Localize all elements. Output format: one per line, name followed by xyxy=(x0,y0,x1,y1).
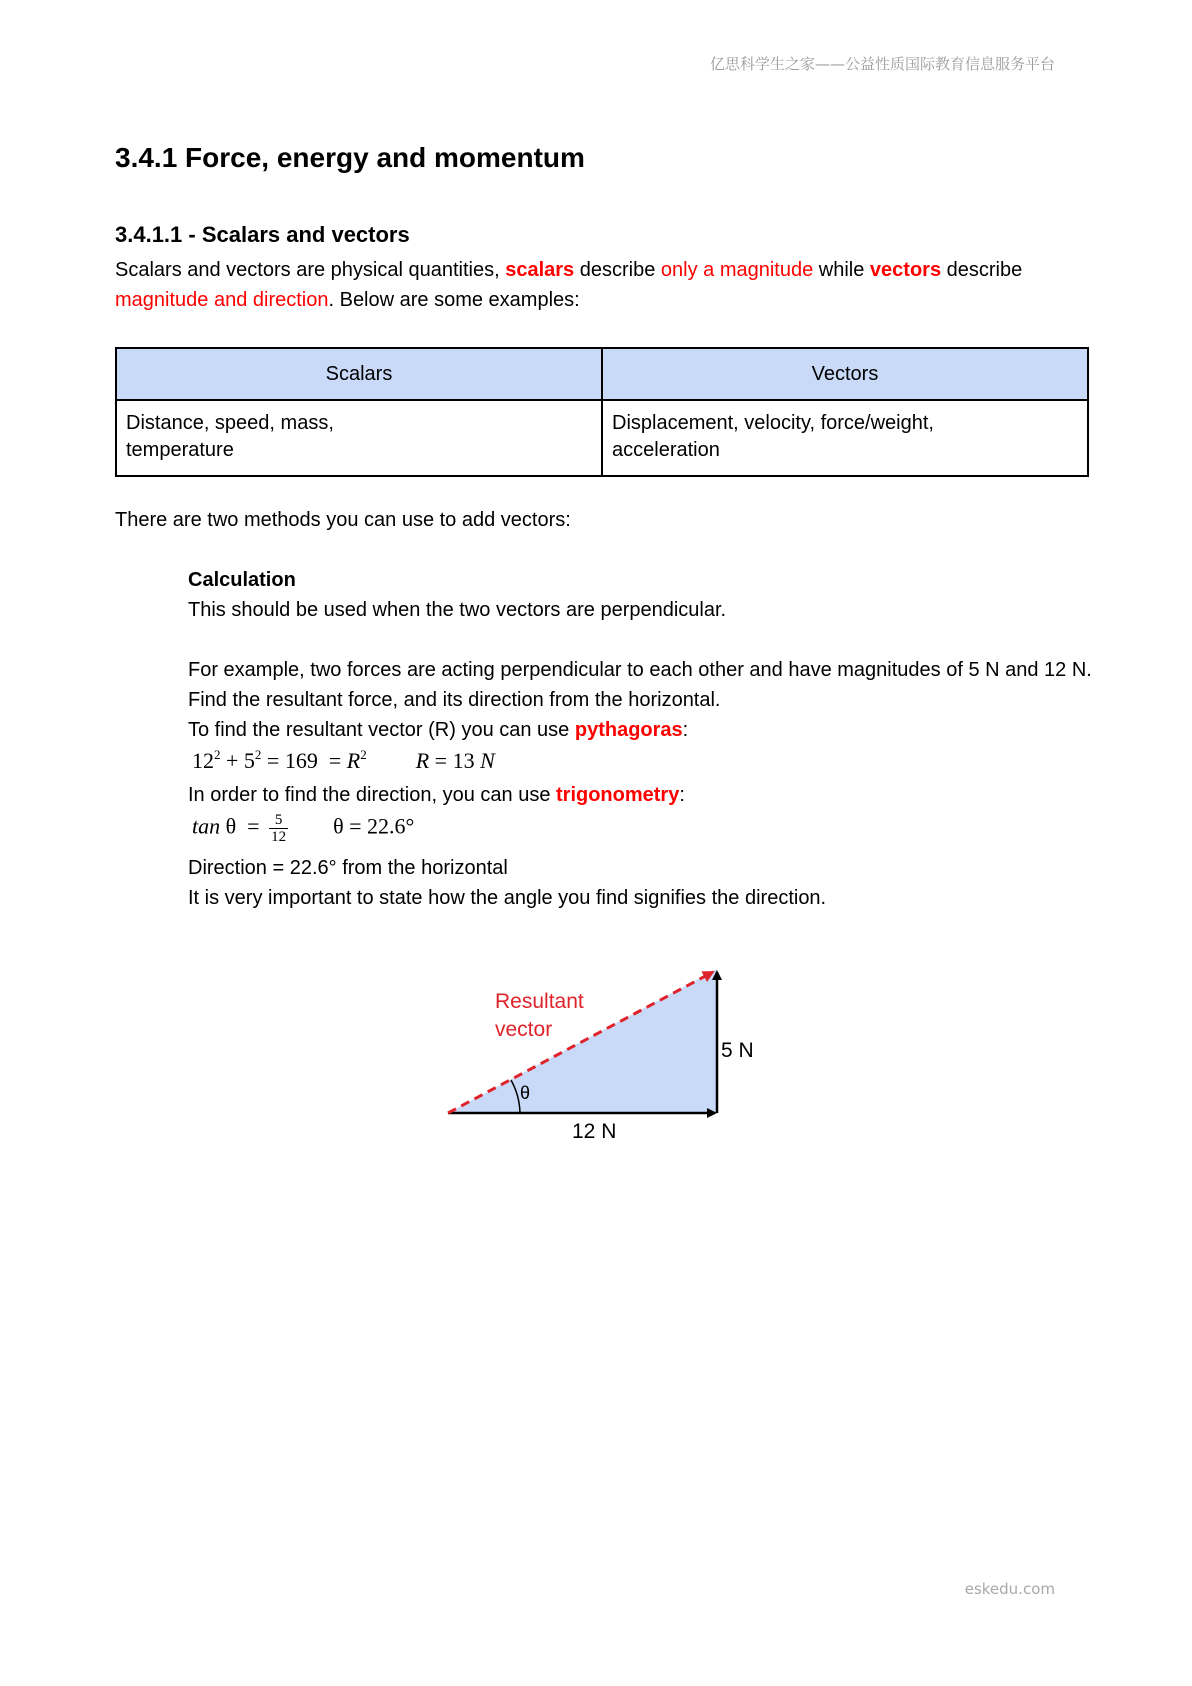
intro-paragraph: Scalars and vectors are physical quantities, scalars describe only a magnitude while vectors describe magnitude and direction. Below are some examples: xyxy=(115,259,1023,311)
keyword-pythagoras: pythagoras xyxy=(574,719,683,741)
important-note: It is very important to state how the angle you find signifies the direction. xyxy=(188,887,827,909)
section-title: 3.4.1 Force, energy and momentum xyxy=(115,142,585,173)
table-row xyxy=(116,400,1088,476)
footer-site: eskedu.com xyxy=(964,1580,1055,1598)
phrase-only-magnitude: only a magnitude xyxy=(660,259,814,281)
resultant-label-line2: vector xyxy=(495,1018,553,1041)
vector-triangle-diagram xyxy=(445,958,765,1168)
calculation-line1: This should be used when the two vectors are perpendicular. xyxy=(188,599,727,621)
subsection-title: 3.4.1.1 - Scalars and vectors xyxy=(115,222,410,247)
phrase-magnitude-direction: magnitude and direction xyxy=(115,289,329,311)
methods-intro: There are two methods you can use to add vectors: xyxy=(115,509,571,531)
vertical-magnitude-label: 5 N xyxy=(721,1039,754,1062)
direction-line: Direction = 22.6° from the horizontal xyxy=(188,857,508,879)
trigonometry-equation: tan θ = $\frac{5}{12}$ θ = 22.6° xyxy=(192,812,415,845)
pythagoras-equation: $12^2 + 5^2 = 169 = R^2$ R = 13 N xyxy=(192,747,495,773)
keyword-trigonometry: trigonometry xyxy=(556,784,680,806)
fraction: $\frac{5}{12}$ xyxy=(271,812,287,845)
scalars-vectors-table xyxy=(115,347,1089,477)
keyword-scalars: scalars xyxy=(505,259,575,281)
table-header-scalars: Scalars xyxy=(116,348,602,400)
table-cell-scalars: Distance, speed, mass, temperature xyxy=(116,400,602,476)
calculation-title: Calculation xyxy=(188,569,296,591)
keyword-vectors: vectors xyxy=(869,259,942,281)
pythagoras-line: To find the resultant vector (R) you can use pythagoras: xyxy=(188,719,689,741)
trigonometry-line: In order to find the direction, you can use trigonometry: xyxy=(188,784,685,806)
calculation-example: For example, two forces are acting perpendicular to each other and have magnitudes of 5 N and 12 N. Find the resultant force, and its direction from the horizontal. xyxy=(188,659,1092,711)
angle-label: θ xyxy=(520,1083,531,1103)
header-banner: 亿思科学生之家——公益性质国际教育信息服务平台 xyxy=(709,55,1055,73)
table-header-vectors: Vectors xyxy=(602,348,1088,400)
resultant-label-line1: Resultant xyxy=(495,990,584,1013)
horizontal-magnitude-label: 12 N xyxy=(572,1120,617,1143)
table-cell-vectors: Displacement, velocity, force/weight, acceleration xyxy=(602,400,1088,476)
